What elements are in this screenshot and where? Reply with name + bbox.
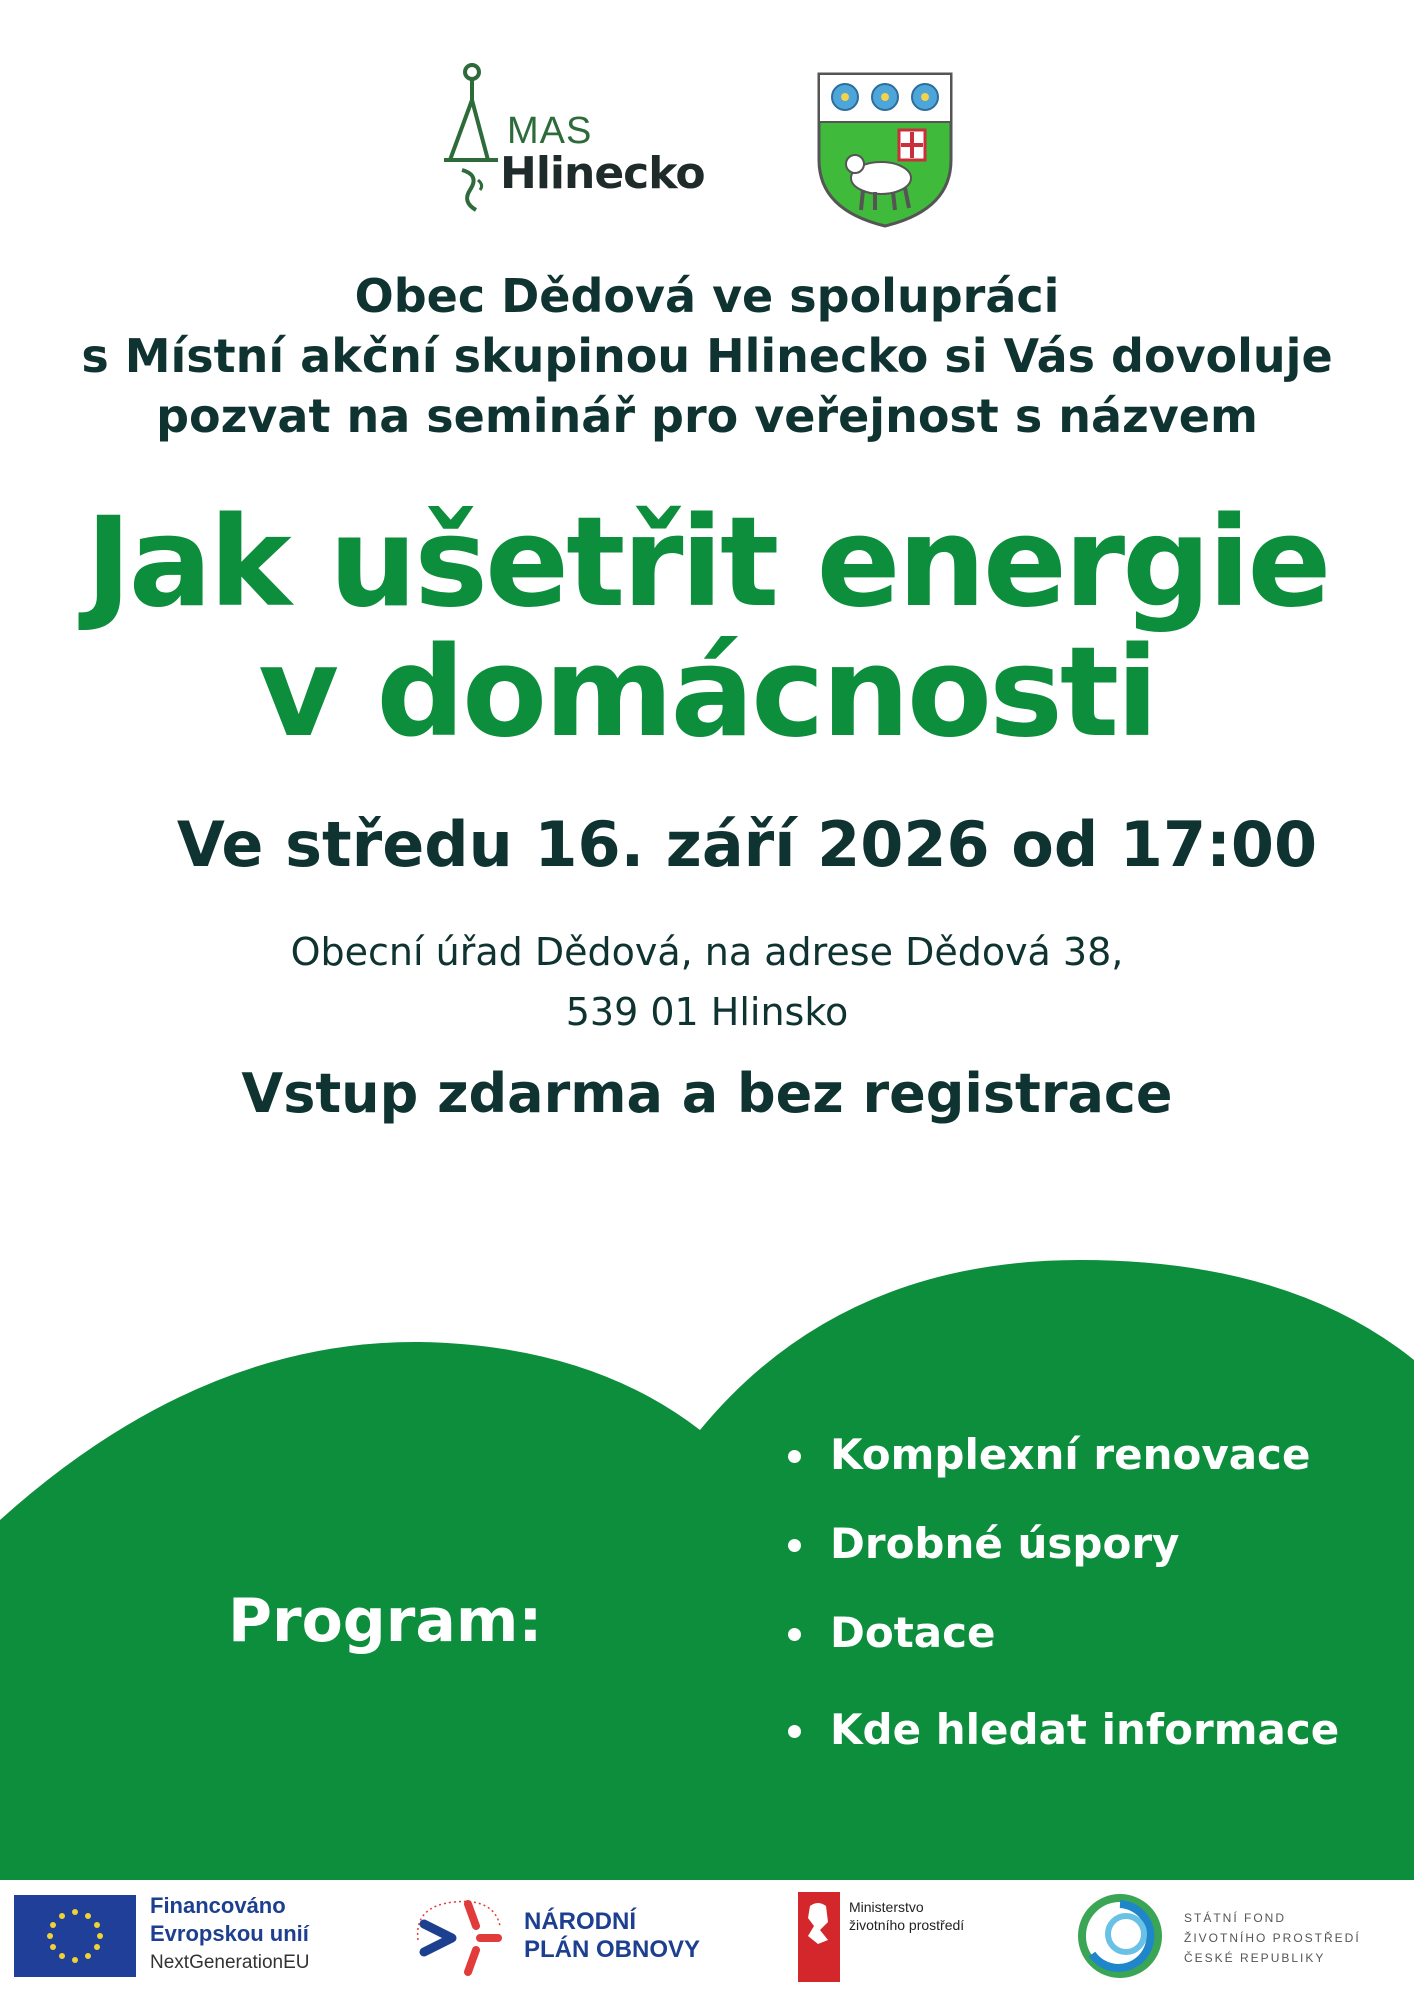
program-item [788,1430,1339,1519]
program-item-text: Komplexní renovace [830,1430,1311,1479]
footer-sponsors [0,1880,1414,2000]
sfzp-text-line-1: STÁTNÍ FOND [1184,1911,1286,1925]
bullet-icon [788,1725,801,1738]
eu-text-line-3: NextGenerationEU [150,1952,310,1973]
intro-line-1: Obec Dědová ve spolupráci [354,269,1060,323]
mas-logo-text-bottom: Hlinecko [500,148,705,199]
intro-text [0,266,1414,446]
title-line-2: v domácnosti [258,621,1156,765]
eu-funding-text [150,1892,309,1978]
npo-logo-icon [414,1896,504,1980]
free-entry-note: Vstup zdarma a bez registrace [241,1062,1173,1125]
program-list [788,1430,1339,1794]
program-label: Program: [228,1586,543,1656]
mzp-text-line-1: Ministerstvo [849,1899,924,1915]
bullet-icon [788,1450,801,1463]
npo-text-line-1: NÁRODNÍ [524,1908,636,1935]
title-line-1: Jak ušetřit energie [85,491,1329,635]
event-address [0,922,1414,1042]
bullet-icon [788,1539,801,1552]
address-line-2: 539 01 Hlinsko [565,990,849,1034]
npo-text-line-2: PLÁN OBNOVY [524,1936,701,1963]
program-item-text: Drobné úspory [830,1519,1180,1568]
npo-text [524,1908,700,1964]
program-item [788,1705,1339,1794]
seminar-title [0,491,1414,765]
sfzp-text-line-3: ČESKÉ REPUBLIKY [1184,1951,1326,1965]
sfzp-text [1184,1908,1361,1968]
eu-text-line-1: Financováno [150,1893,286,1918]
mas-logo-text-top: MAS [507,110,593,152]
sfzp-text-line-2: ŽIVOTNÍHO PROSTŘEDÍ [1184,1931,1361,1945]
program-item [788,1608,1339,1697]
mzp-text [849,1898,964,1934]
sfzp-logo-icon [1078,1894,1162,1978]
top-logos [0,60,1414,240]
intro-line-3: pozvat na seminář pro veřejnost s názvem [156,389,1258,443]
mzp-lion-icon [798,1892,840,1982]
program-item-text: Dotace [830,1608,996,1657]
mzp-text-line-2: životního prostředí [849,1917,965,1933]
address-line-1: Obecní úřad Dědová, na adrese Dědová 38, [290,930,1124,974]
bullet-icon [788,1628,801,1641]
eu-text-line-2: Evropskou unií [150,1921,309,1946]
eu-flag-icon [14,1895,136,1977]
mas-hlinecko-logo [440,60,705,220]
dedova-coat-of-arms-icon [815,70,955,230]
intro-line-2: s Místní akční skupinou Hlinecko si Vás dovoluje [81,329,1333,383]
event-date: Ve středu 16. září 2026 od 17:00 [176,808,1318,881]
program-item [788,1519,1339,1608]
program-item-text: Kde hledat informace [830,1705,1340,1754]
